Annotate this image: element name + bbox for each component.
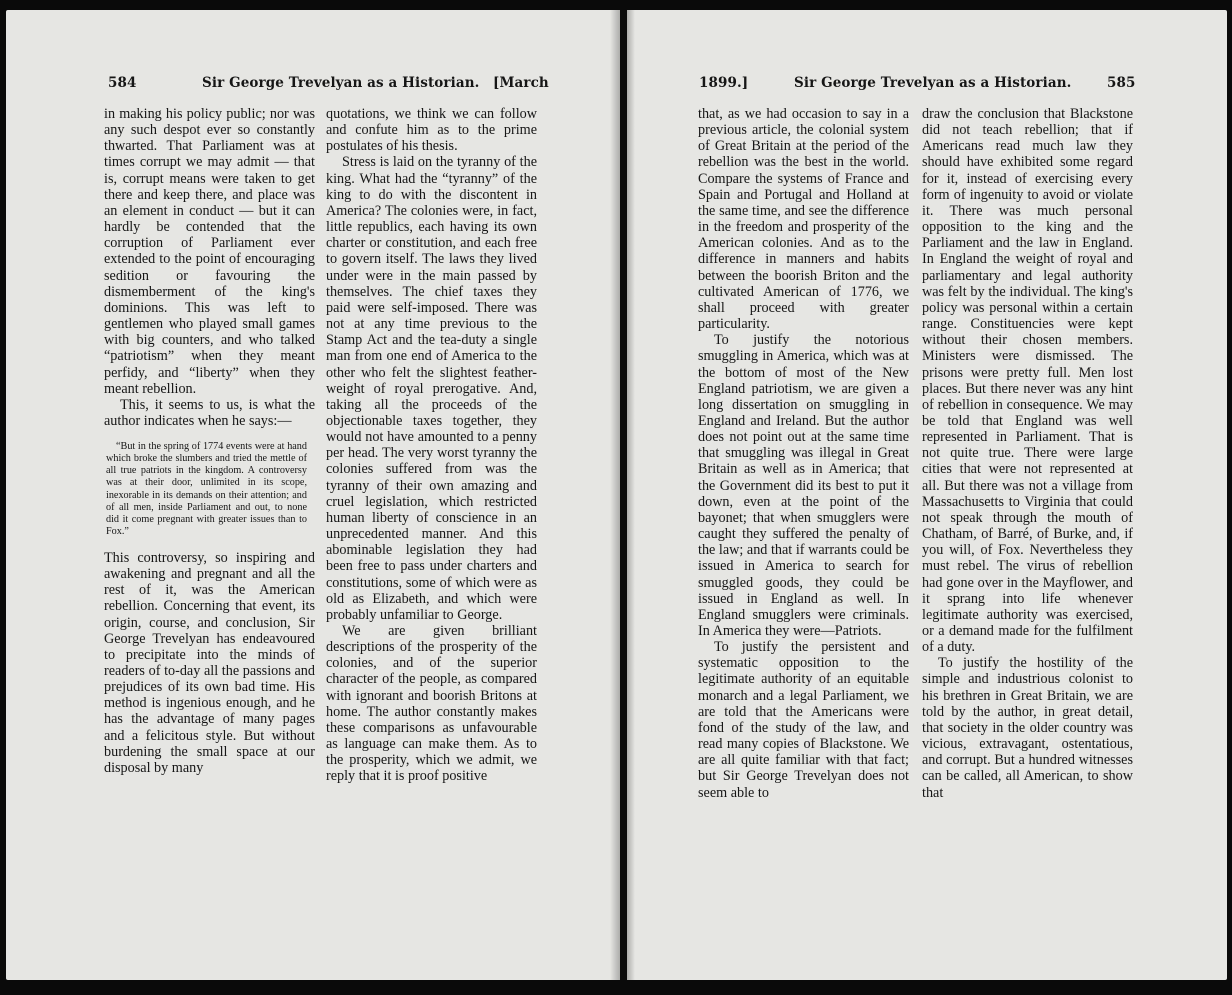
- paragraph: To justify the notorious smuggling in America, which was at the bottom of most of the New England patriotism, we are given a long dissertation on smuggling in England and Ireland. But the author does not point out at the same time that smuggling was illegal in Great Britain as well as in America; that the Government did its best to put it down, even at the point of the bayonet; that when smugglers were caught they suffered the penalty of the law; and that if warrants could be issued in America to search for smuggled goods, they could be issued in England as well. In England smugglers were criminals. In America they were—Patriots.: [698, 332, 909, 639]
- paragraph: This, it seems to us, is what the author indicates when he says:—: [104, 396, 315, 429]
- paragraph: This controversy, so inspiring and awakening and pregnant and all the rest of it, was the American rebellion. Concerning that event, its origin, course, and conclusion, Sir George Trevelyan has endeavoured to precipitate into the minds of readers of to-day all the passions and prejudices of its own bad time. His method is ingenious enough, and he has the advantage of many pages and a felicitous style. But without burdening the small space at our disposal by many: [104, 549, 315, 776]
- paragraph: in making his policy public; nor was any such despot ever so constantly thwarted. That Parliament was at times corrupt we may admit — that is, corrupt means were taken to get there and keep there, and place was an element in conduct — but it can hardly be contended that the corruption of Parliament ever extended to the point of encouraging sedition or favouring the dismemberment of the king's dominions. This was left to gentlemen who played small games with big counters, and who talked “patriotism” when they meant perfidy, and “liberty” when they meant rebellion.: [104, 106, 315, 397]
- page-number: 585: [1107, 75, 1136, 91]
- text-column-2: [922, 106, 1133, 801]
- spine-shadow: [610, 10, 620, 980]
- block-quote: “But in the spring of 1774 events were at hand which broke the slumbers and tried the mettle of all true patriots in the kingdom. A controversy was at their door, unlimited in its scope, inexorable in its demands on their attention; and of all men, inside Parliament and out, to none did it come pregnant with greater issues than to Fox.”: [106, 441, 307, 537]
- page-number: 584: [108, 75, 137, 91]
- spine-shadow: [627, 10, 635, 980]
- text-column-2: [326, 106, 537, 785]
- text-column-1: [698, 106, 909, 801]
- running-title: Sir George Trevelyan as a Historian.: [202, 75, 480, 91]
- running-month: [March: [493, 75, 549, 91]
- paragraph: To justify the persistent and systematic opposition to the legitimate authority of an equitable monarch and a legal Parliament, we are told that the Americans were fond of the study of the law, and read many copies of Blackstone. We are all quite familiar with that fact; but Sir George Trevelyan does not seem able to: [698, 639, 909, 801]
- paragraph: that, as we had occasion to say in a previous article, the colonial system of Great Britain at the period of the rebellion was the best in the world. Compare the systems of France and Spain and Portugal and Holland at the same time, and see the difference in the freedom and prosperity of the American colonies. And as to the difference in manners and habits between the boorish Briton and the cultivated American of 1776, we shall proceed with greater particularity.: [698, 106, 909, 333]
- right-page: [627, 10, 1227, 980]
- paragraph: draw the conclusion that Blackstone did not teach rebellion; that if Americans read much law they should have exhibited some regard for it, instead of exercising every form of ingenuity to avoid or violate it. There was much personal opposition to the king and the Parliament and the law in England. In England the weight of royal and parliamentary and legal authority was felt by the individual. The king's policy was personal within a certain range. Constituencies were kept without their chosen members. Ministers were dismissed. The prisons were pretty full. Men lost places. But there never was any hint of rebellion in consequence. We may be told that England was well represented in Parliament. That is not quite true. There were large cities that were not represented at all. But there was not a village from Massachusetts to Virginia that could not speak through the mouth of Chatham, of Barré, of Burke, and, if you will, of Fox. Nevertheless they must rebel. The virus of rebellion had gone over in the Mayflower, and it sprang into life whenever legitimate authority was exercised, or a demand made for the fulfilment of a duty.: [922, 106, 1133, 656]
- paragraph: Stress is laid on the tyranny of the king. What had the “tyranny” of the king to do with the discontent in America? The colonies were, in fact, little republics, each having its own charter or constitution, and each free to govern itself. The laws they lived under were in the main passed by themselves. The chief taxes they paid were self-imposed. There was not at any time previous to the Stamp Act and the tea-duty a single man from one end of America to the other who felt the slightest feather-weight of royal prerogative. And, taking all the proceeds of the objectionable taxes together, they would not have amounted to a penny per head. The very worst tyranny the colonies suffered from was the tyranny of their own amazing and cruel legislation, which restricted human liberty of conscience in an unprecedented manner. And this abominable legislation they had been free to pass under charters and constitutions, some of which were as old as Elizabeth, and which were probably unfamiliar to George.: [326, 154, 537, 623]
- text-column-1: [104, 106, 315, 776]
- paragraph: quotations, we think we can follow and confute him as to the prime postulates of his thesis.: [326, 106, 537, 155]
- paragraph: To justify the hostility of the simple and industrious colonist to his brethren in Great Britain, we are told by the author, in great detail, that society in the older country was vicious, extravagant, ostentatious, and corrupt. But a hundred witnesses can be called, all American, to show that: [922, 655, 1133, 801]
- paragraph: We are given brilliant descriptions of the prosperity of the colonies, and of the superior character of the people, as compared with ignorant and boorish Britons at home. The author constantly makes these comparisons as unfavourable as language can make them. As to the prosperity, which we admit, we reply that it is proof positive: [326, 623, 537, 785]
- left-page: [6, 10, 620, 980]
- running-year: 1899.]: [699, 75, 749, 91]
- running-title: Sir George Trevelyan as a Historian.: [794, 75, 1072, 91]
